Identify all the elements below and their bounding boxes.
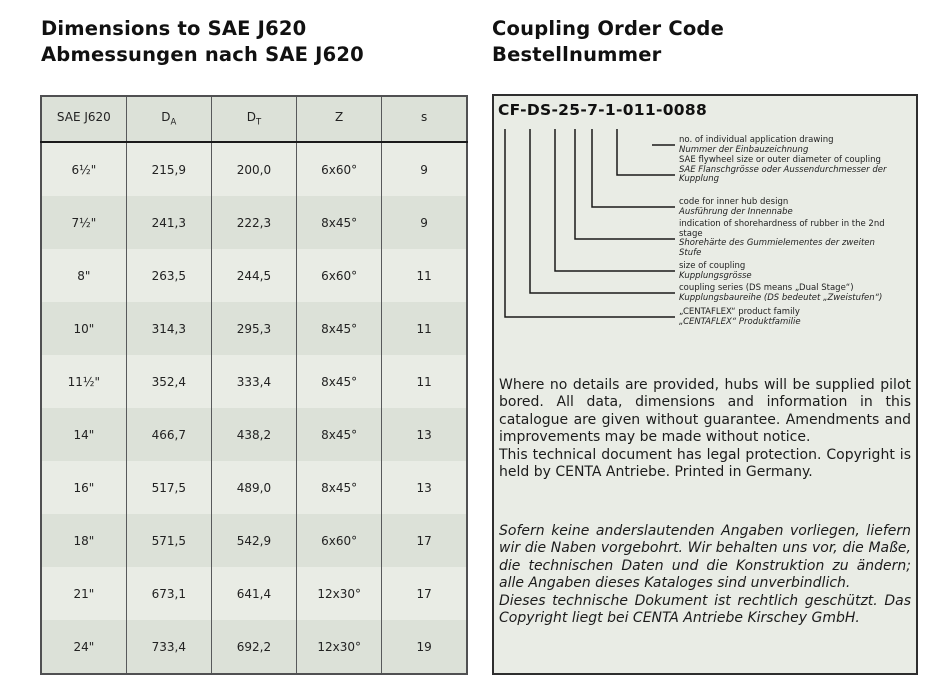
column-header-s: s <box>382 96 467 142</box>
table-cell: 13 <box>382 461 467 514</box>
legend-label-en: code for inner hub design <box>679 197 789 207</box>
table-cell: 222,3 <box>211 196 296 249</box>
table-cell: 8x45° <box>297 408 382 461</box>
table-cell: 333,4 <box>211 355 296 408</box>
legend-label-en: SAE flywheel size or outer diameter of coupling <box>679 155 881 165</box>
order-code: CF-DS-25-7-1-011-0088 <box>498 101 708 119</box>
legend-label-de: Nummer der Einbauzeichnung <box>679 144 809 155</box>
table-cell: 11 <box>382 302 467 355</box>
table-cell: 6x60° <box>297 514 382 567</box>
table-cell: 11 <box>382 249 467 302</box>
table-cell: 314,3 <box>126 302 211 355</box>
table-row <box>41 249 467 302</box>
legend-item-hub-design <box>679 198 891 217</box>
column-header-da: $D_A$ <box>126 96 211 142</box>
table-cell: 215,9 <box>126 142 211 196</box>
table-cell: 641,4 <box>211 567 296 620</box>
legend-label-de: Kupplungsgrösse <box>679 270 752 281</box>
table-row <box>41 142 467 196</box>
connector-line-size <box>555 129 675 271</box>
table-cell: 241,3 <box>126 196 211 249</box>
table-row <box>41 461 467 514</box>
legend-label-en: no. of individual application drawing <box>679 135 834 145</box>
table-cell: 200,0 <box>211 142 296 196</box>
table-row <box>41 408 467 461</box>
table-row <box>41 355 467 408</box>
table-cell: 244,5 <box>211 249 296 302</box>
notice-paragraph: Sofern keine anderslautenden Angaben vorliegen, liefern wir die Naben vorgebohrt. Wir behalten uns vor, die Maße, die technischen Daten und die Konstruktion zu ändern; alle Angaben dieses Kataloges sind unverbindlich. <box>499 523 911 592</box>
table-cell: 571,5 <box>126 514 211 567</box>
table-cell: 11 <box>382 355 467 408</box>
column-header-sae-j620: SAE J620 <box>41 96 126 142</box>
title-order-code-en: Coupling Order Code <box>492 17 725 40</box>
table-cell: 8x45° <box>297 461 382 514</box>
connector-line-series <box>530 129 675 293</box>
table-cell: 16" <box>41 461 126 514</box>
table-row <box>41 567 467 620</box>
legend-label-en: indication of shorehardness of rubber in the 2nd stage <box>679 219 885 239</box>
column-header-dt: $D_T$ <box>211 96 296 142</box>
legend-label-en: coupling series (DS means „Dual Stage“) <box>679 283 854 293</box>
title-order-code-de: Bestellnummer <box>492 43 662 66</box>
legend-label-de: SAE Flanschgrösse oder Aussendurchmesser der Kupplung <box>679 164 887 185</box>
table-cell: 17 <box>382 567 467 620</box>
table-cell: 352,4 <box>126 355 211 408</box>
right-section-title <box>492 16 724 68</box>
sae-j620-dimensions-table <box>40 95 468 675</box>
notice-german <box>499 523 911 627</box>
table-cell: 14" <box>41 408 126 461</box>
table-cell: 18" <box>41 514 126 567</box>
table-cell: 8x45° <box>297 196 382 249</box>
table-row <box>41 514 467 567</box>
legend-item-coupling-series <box>679 284 891 303</box>
connector-line-flywheel <box>617 129 675 175</box>
legend-label-de: Shorehärte des Gummielementes der zweiten Stufe <box>679 238 875 258</box>
table-cell: 6½" <box>41 142 126 196</box>
legend-label-de: Kupplungsbaureihe (DS bedeutet „Zweistufen“) <box>679 292 883 303</box>
table-cell: 8x45° <box>297 355 382 408</box>
table-cell: 6x60° <box>297 249 382 302</box>
table-cell: 7½" <box>41 196 126 249</box>
table-cell: 8x45° <box>297 302 382 355</box>
table-cell: 9 <box>382 196 467 249</box>
legend-label-de: Ausführung der Innennabe <box>679 206 793 217</box>
legend-label-en: size of coupling <box>679 261 746 271</box>
legend-label-en: „CENTAFLEX“ product family <box>679 307 800 317</box>
table-cell: 9 <box>382 142 467 196</box>
table-cell: 692,2 <box>211 620 296 674</box>
notice-english <box>499 377 911 481</box>
legend-item-flywheel-size <box>679 156 891 185</box>
table-cell: 21" <box>41 567 126 620</box>
legend-item-shorehardness <box>679 220 891 258</box>
table-cell: 673,1 <box>126 567 211 620</box>
table-cell: 19 <box>382 620 467 674</box>
title-dimensions-en: Dimensions to SAE J620 <box>41 17 307 40</box>
table-cell: 8" <box>41 249 126 302</box>
table-header-row <box>41 96 467 142</box>
legend-item-drawing-no <box>679 136 891 155</box>
table-cell: 12x30° <box>297 620 382 674</box>
legend-item-product-family <box>679 308 891 327</box>
column-header-z: Z <box>297 96 382 142</box>
table-cell: 489,0 <box>211 461 296 514</box>
table-cell: 13 <box>382 408 467 461</box>
table-cell: 24" <box>41 620 126 674</box>
legend-label-de: „CENTAFLEX“ Produktfamilie <box>679 316 801 327</box>
table-row <box>41 620 467 674</box>
table-cell: 10" <box>41 302 126 355</box>
table-cell: 11½" <box>41 355 126 408</box>
table-cell: 6x60° <box>297 142 382 196</box>
notice-paragraph: This technical document has legal protection. Copyright is held by CENTA Antriebe. Printed in Germany. <box>499 446 911 481</box>
title-dimensions-de: Abmessungen nach SAE J620 <box>41 43 364 66</box>
legend-item-coupling-size <box>679 262 891 281</box>
left-section-title <box>41 16 364 68</box>
table-cell: 733,4 <box>126 620 211 674</box>
notice-paragraph: Dieses technische Dokument ist rechtlich geschützt. Das Copyright liegt bei CENTA Antriebe Kirschey GmbH. <box>499 592 911 627</box>
order-code-box <box>492 94 918 675</box>
connector-line-hub <box>592 129 675 207</box>
table-cell: 438,2 <box>211 408 296 461</box>
table-row <box>41 302 467 355</box>
notice-paragraph: Where no details are provided, hubs will be supplied pilot bored. All data, dimensions and information in this catalogue are given without guarantee. Amendments and improvements may be made without notice. <box>499 377 911 446</box>
table-row <box>41 196 467 249</box>
table-cell: 542,9 <box>211 514 296 567</box>
table-cell: 263,5 <box>126 249 211 302</box>
table-cell: 466,7 <box>126 408 211 461</box>
table-cell: 17 <box>382 514 467 567</box>
table-cell: 12x30° <box>297 567 382 620</box>
table-cell: 517,5 <box>126 461 211 514</box>
table-cell: 295,3 <box>211 302 296 355</box>
